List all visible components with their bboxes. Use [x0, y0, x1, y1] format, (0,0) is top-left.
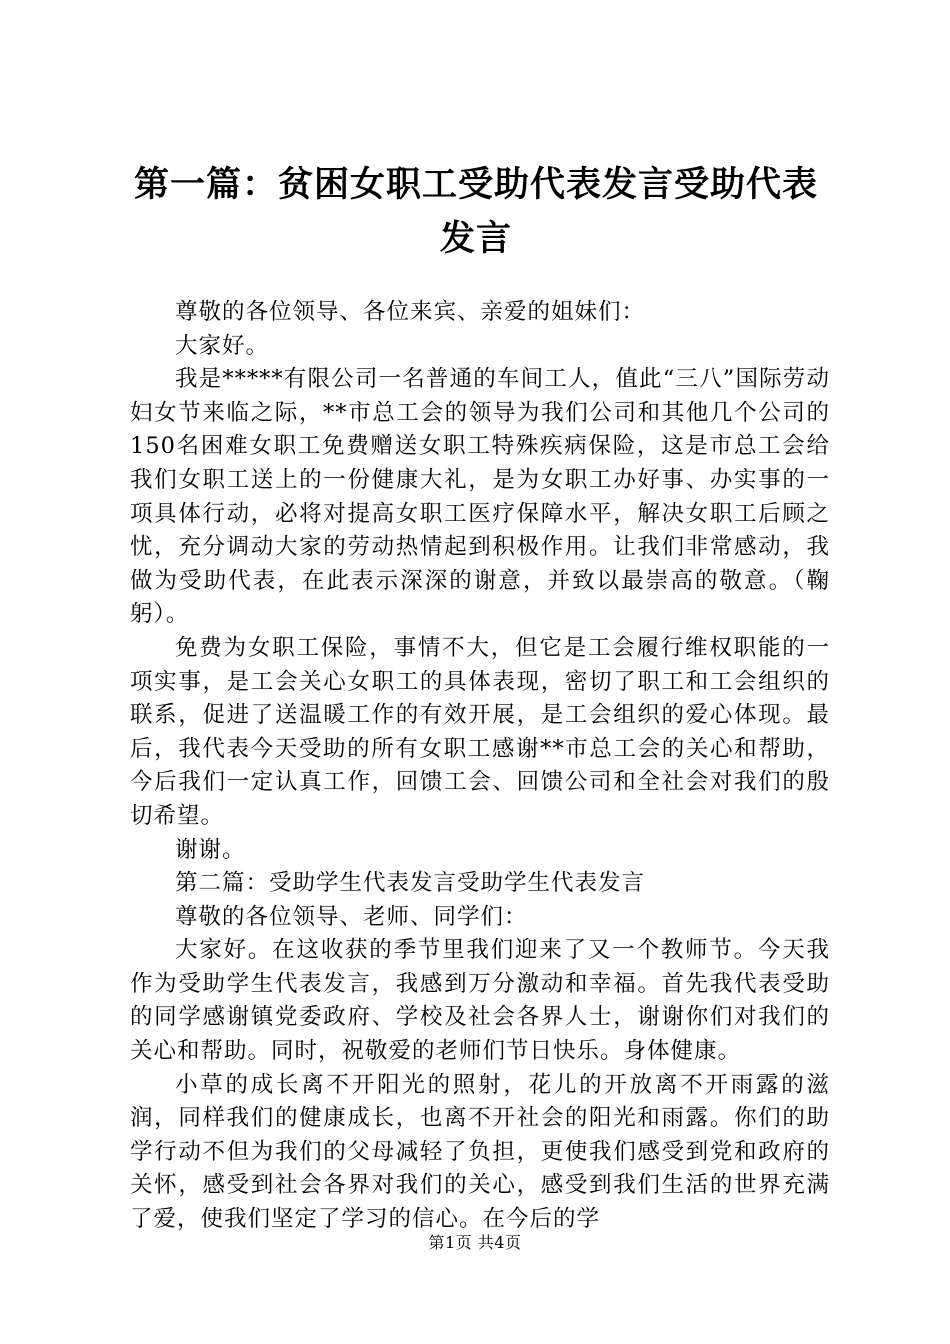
- section-heading-2: 第二篇：受助学生代表发言受助学生代表发言: [175, 870, 646, 897]
- paragraph-salutation-1: 尊敬的各位领导、各位来宾、亲爱的姐妹们：: [175, 299, 646, 325]
- paragraph-body-3: 大家好。在这收获的季节里我们迎来了又一个教师节。今天我作为受助学生代表发言，我感到万分激动和幸福。首先我代表受助的同学感谢镇党委政府、学校及社会各界人士，谢谢你们对我们的关心和帮助。同时，祝敬爱的老师们节日快乐。身体健康。: [130, 937, 830, 1065]
- document-body: [130, 296, 830, 1237]
- paragraph-salutation-2: 尊敬的各位领导、老师、同学们：: [175, 903, 528, 930]
- paragraph-body-4: 小草的成长离不开阳光的照射，花儿的开放离不开雨露的滋润，同样我们的健康成长，也离不开社会的阳光和雨露。你们的助学行动不但为我们的父母减轻了负担，更使我们感受到党和政府的关怀，感受到社会各界对我们的关心，感受到我们生活的世界充满了爱，使我们坚定了学习的信心。在今后的学: [130, 1071, 830, 1233]
- paragraph-thanks: 谢谢。: [175, 836, 246, 863]
- page-number-footer: 第1页 共4页: [428, 1233, 522, 1252]
- document-title: 第一篇：贫困女职工受助代表发言受助代表发言: [133, 164, 818, 259]
- paragraph-greeting-1: 大家好。: [175, 332, 270, 359]
- paragraph-body-1: 我是*****有限公司一名普通的车间工人，值此“三八”国际劳动妇女节来临之际，**市总工会的领导为我们公司和其他几个公司的150名困难女职工免费赠送女职工特殊疾病保险，这是市总工会给我们女职工送上的一份健康大礼，是为女职工办好事、办实事的一项具体行动，必将对提高女职工医疗保障水平，解决女职工后顾之忧，充分调动大家的劳动热情起到积极作用。让我们非常感动，我做为受助代表，在此表示深深的谢意，并致以最崇高的敬意。（鞠躬）。: [130, 366, 830, 628]
- paragraph-body-2: 免费为女职工保险，事情不大，但它是工会履行维权职能的一项实事，是工会关心女职工的具体表现，密切了职工和工会组织的联系，促进了送温暖工作的有效开展，是工会组织的爱心体现。最后，我代表今天受助的所有女职工感谢**市总工会的关心和帮助，今后我们一定认真工作，回馈工会、回馈公司和全社会对我们的殷切希望。: [130, 634, 830, 829]
